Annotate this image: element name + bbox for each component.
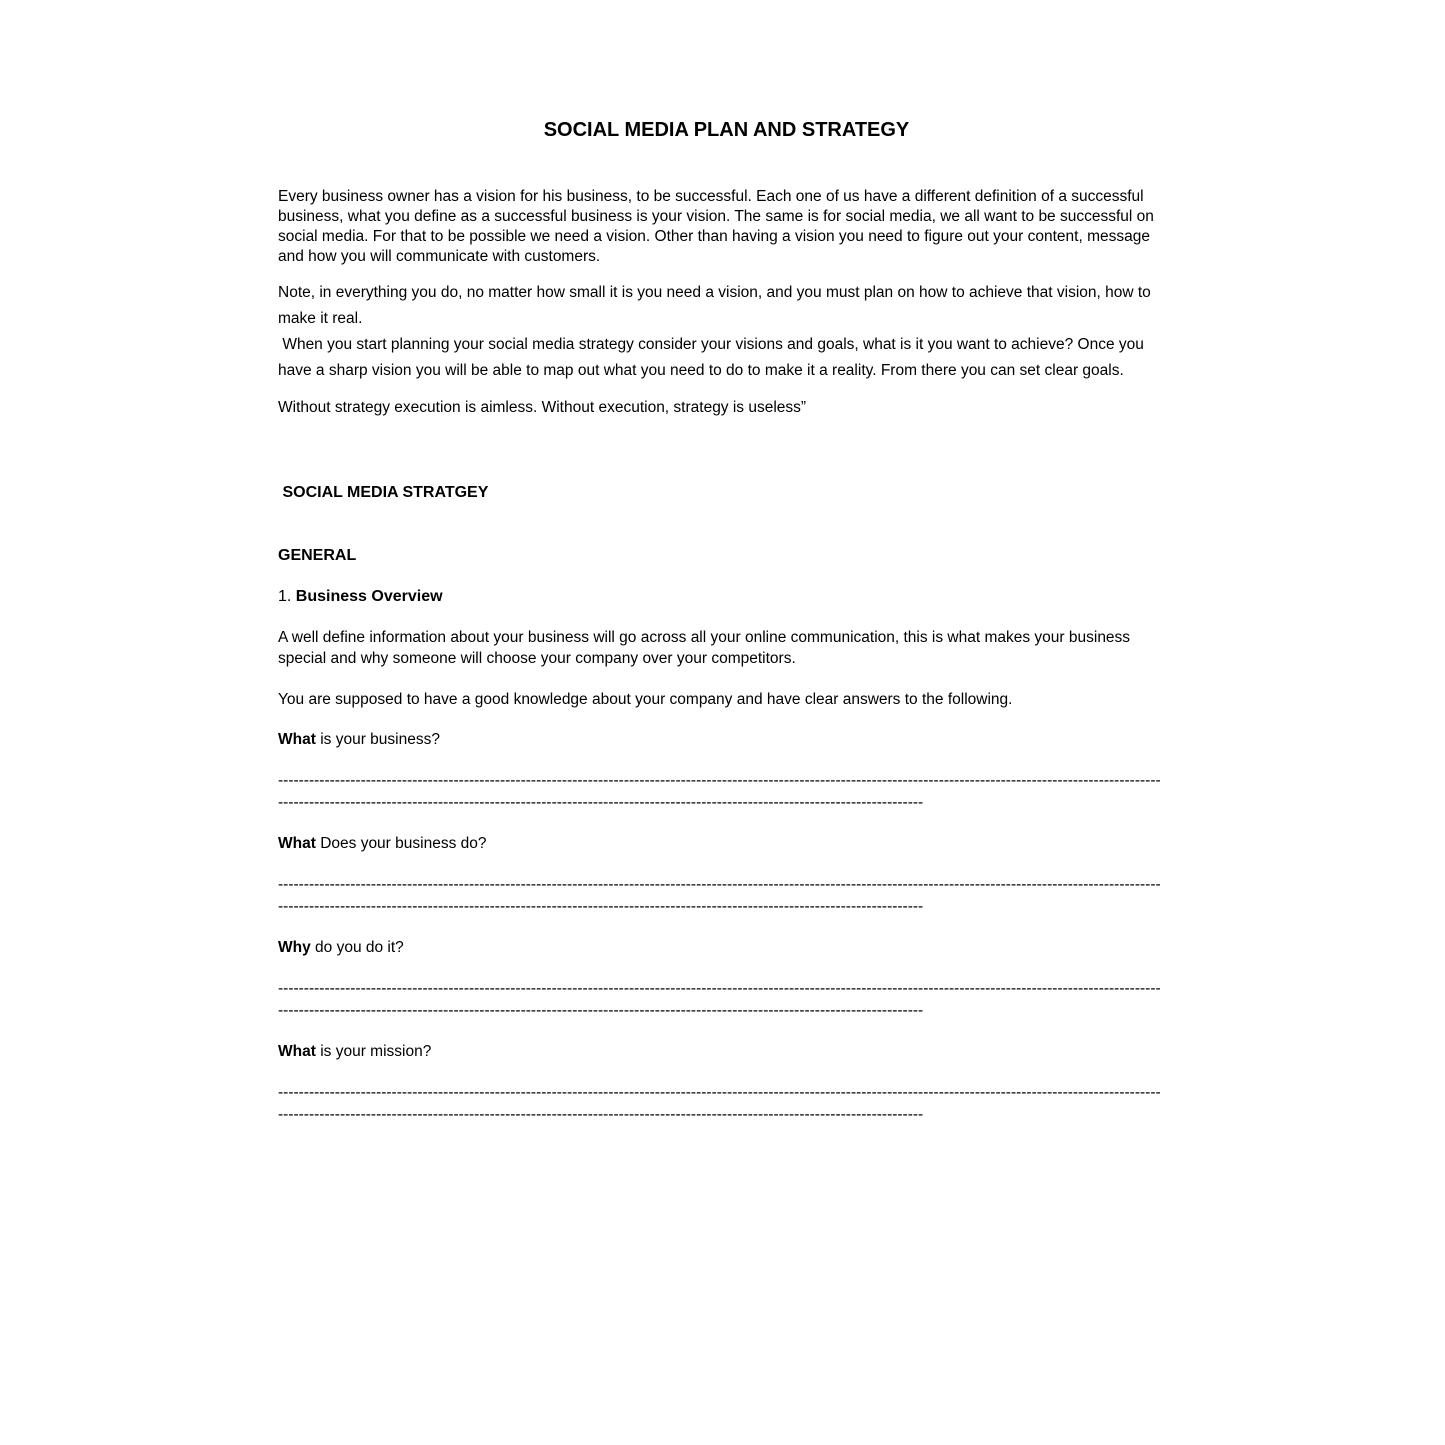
answer-area-mission — [278, 1082, 1175, 1126]
answer-dash-line: --------------------------------------------------------------------------------------------------------------------------------------------------------------------------- — [278, 980, 1161, 997]
section-heading-social-media-strategy: SOCIAL MEDIA STRATGEY — [278, 484, 489, 501]
answer-dash-line: ----------------------------------------------------------------------------------------------------------------------------- — [278, 794, 924, 811]
question-keyword: What — [278, 835, 316, 852]
question-text: Does your business do? — [315, 835, 487, 852]
question-why-do-you-do-it — [278, 937, 1175, 958]
question-text: do you do it? — [310, 939, 404, 956]
subsection-heading-general: GENERAL — [278, 547, 357, 564]
answer-area-why — [278, 978, 1175, 1022]
answer-dash-line: --------------------------------------------------------------------------------------------------------------------------------------------------------------------------- — [278, 876, 1161, 893]
answer-dash-line: ----------------------------------------------------------------------------------------------------------------------------- — [278, 1002, 924, 1019]
answer-dash-line: ----------------------------------------------------------------------------------------------------------------------------- — [278, 1106, 924, 1123]
answer-area-business — [278, 770, 1175, 814]
list-item-number: 1. — [278, 588, 296, 605]
list-item-title: Business Overview — [295, 588, 443, 605]
question-text: is your business? — [315, 731, 440, 748]
question-keyword: What — [278, 1043, 316, 1060]
question-keyword: What — [278, 731, 316, 748]
intro-paragraph-planning: When you start planning your social media strategy consider your visions and goals, what is it you want to achieve? Once you have a sharp vision you will be able to map out what you need to do to make it a reality. From there you can set clear goals. — [278, 336, 1149, 379]
answer-area-business-do — [278, 874, 1175, 918]
paragraph-business-info: A well define information about your business will go across all your online communication, this is what makes your business special and why someone will choose your company over your competitors. — [278, 629, 1135, 667]
question-text: is your mission? — [315, 1043, 432, 1060]
answer-dash-line: --------------------------------------------------------------------------------------------------------------------------------------------------------------------------- — [278, 772, 1161, 789]
intro-paragraph-note: Note, in everything you do, no matter how small it is you need a vision, and you must plan on how to achieve that vision, how to make it real. — [278, 284, 1156, 327]
document-content — [278, 118, 1175, 1126]
strategy-quote: Without strategy execution is aimless. Without execution, strategy is useless” — [278, 399, 807, 416]
document-title: SOCIAL MEDIA PLAN AND STRATEGY — [543, 119, 910, 141]
list-item-business-overview — [278, 586, 1175, 607]
question-what-is-your-business — [278, 729, 1175, 750]
answer-dash-line: ----------------------------------------------------------------------------------------------------------------------------- — [278, 898, 924, 915]
question-what-does-business-do — [278, 833, 1175, 854]
answer-dash-line: --------------------------------------------------------------------------------------------------------------------------------------------------------------------------- — [278, 1084, 1161, 1101]
paragraph-company-knowledge: You are supposed to have a good knowledge about your company and have clear answers to the following. — [278, 691, 1013, 708]
intro-paragraph-vision: Every business owner has a vision for his business, to be successful. Each one of us have a different definition of a successful business, what you define as a successful business is your vision. The same is for social media, we all want to be successful on social media. For that to be possible we need a vision. Other than having a vision you need to figure out your content, message and how you will communicate with customers. — [278, 188, 1159, 265]
question-keyword: Why — [278, 939, 311, 956]
question-what-is-your-mission — [278, 1041, 1175, 1062]
